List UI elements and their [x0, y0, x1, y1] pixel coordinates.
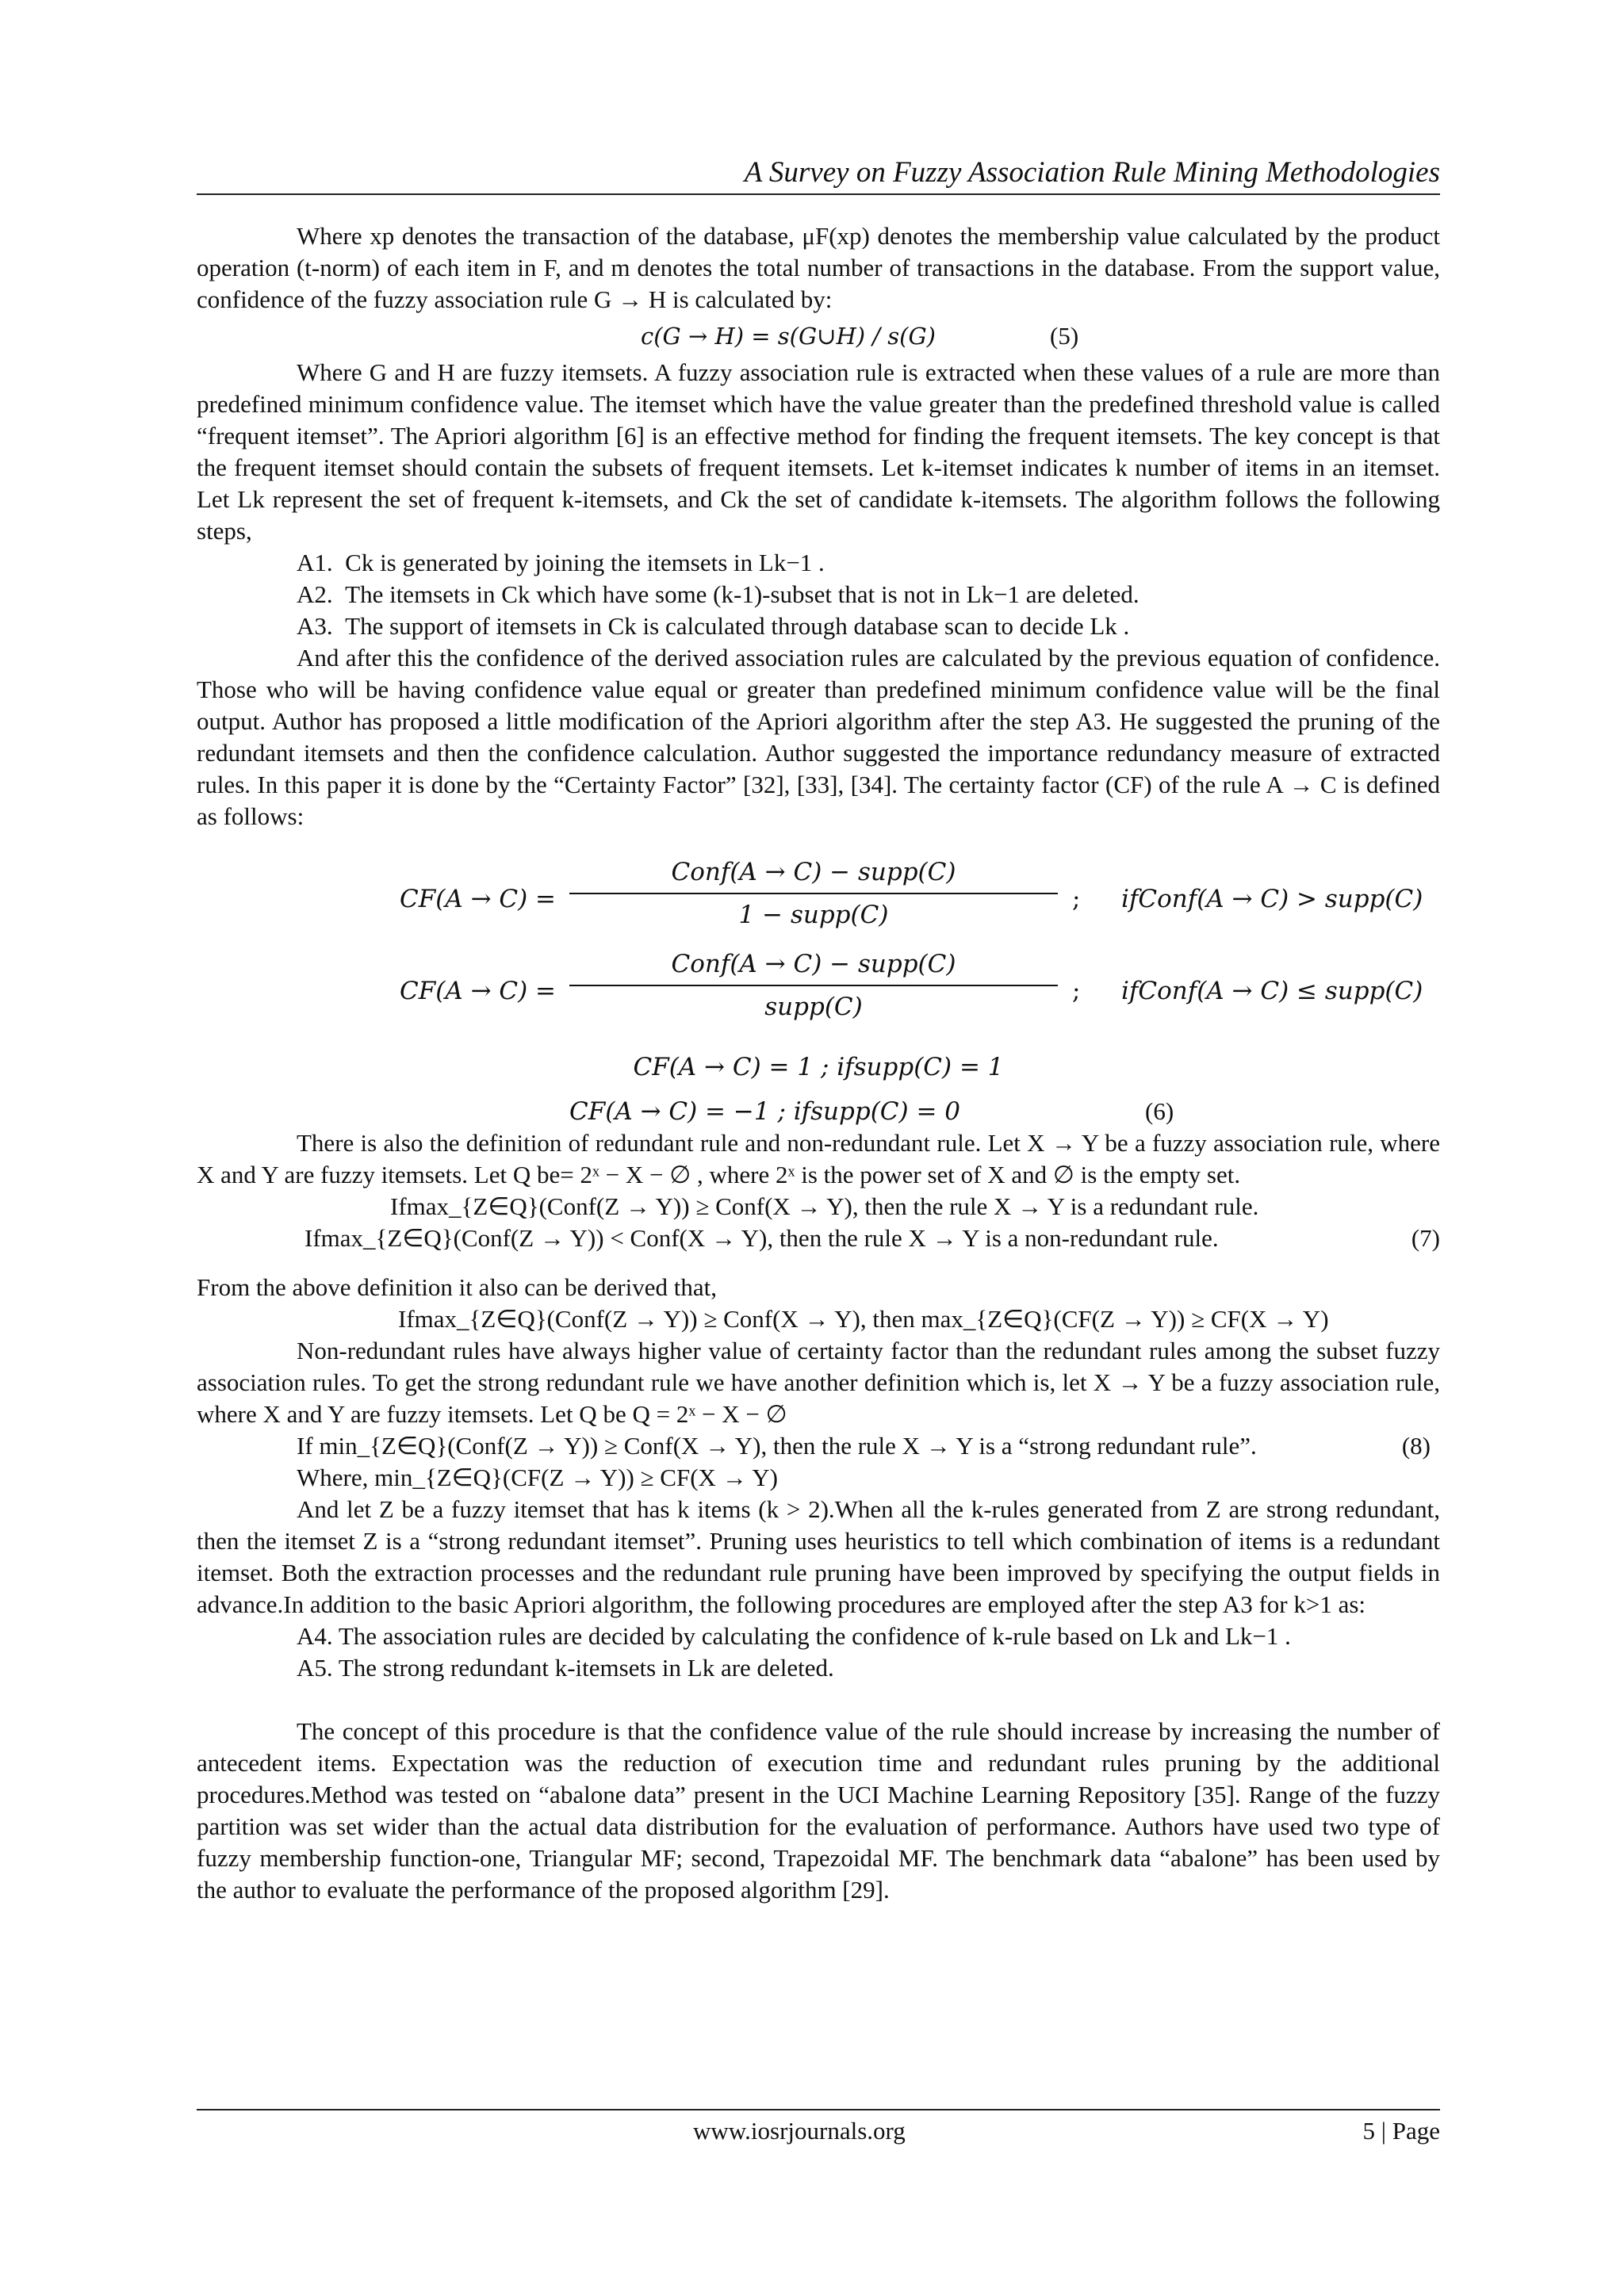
cf1-fraction: [569, 856, 1058, 931]
rule-non-redundant: Ifmax_{Z∈Q}(Conf(Z → Y)) < Conf(X → Y), then the rule X → Y is a non-redundant rule.: [304, 1224, 1219, 1252]
step-a2: [197, 579, 1440, 610]
step-a3-text: The support of itemsets in Ck is calculated through database scan to decide Lk .: [345, 612, 1130, 640]
cf-equation-2: [197, 948, 1440, 1029]
header-rule: [197, 193, 1440, 195]
cf-equation-1: [197, 856, 1440, 937]
eq5-formula: c(G → H) = s(G∪H) / s(G): [641, 323, 936, 350]
cf1-denominator: 1 − supp(C): [738, 901, 889, 929]
paragraph-2: Where G and H are fuzzy itemsets. A fuzzy association rule is extracted when these values of a rule are more than predefined minimum confidence value. The itemset which have the value greater than the predefined threshold value is called “frequent itemset”. The Apriori algorithm [6] is an effective method for finding the frequent itemsets. The key concept is that the frequent itemset should contain the subsets of frequent itemsets. Let k-itemset indicates k number of items in an itemset. Let Lk represent the set of frequent k-itemsets, and Ck the set of candidate k-itemsets. The algorithm follows the following steps,: [197, 358, 1440, 545]
step-a2-text: The itemsets in Ck which have some (k-1)-subset that is not in Lk−1 are deleted.: [345, 580, 1139, 608]
paragraph-6: Non-redundant rules have always higher value of certainty factor than the redundant rules among the subset fuzzy association rules. To get the strong redundant rule we have another definition which is, let X → Y be a fuzzy association rule, where X and Y are fuzzy itemsets. Let Q be Q = 2ˣ − X − ∅: [197, 1337, 1440, 1428]
step-a2-label: A2.: [297, 580, 333, 608]
paragraph-4: There is also the definition of redundant rule and non-redundant rule. Let X → Y be a fuzzy association rule, where X and Y are fuzzy itemsets. Let Q be= 2ˣ − X − ∅ , where 2ˣ is the power set of X and ∅ is the empty set.: [197, 1129, 1440, 1188]
body-text: [197, 220, 1440, 1906]
cf2-separator: ;: [1072, 977, 1081, 1005]
step-a1-label: A1.: [297, 549, 333, 576]
cf2-denominator: supp(C): [764, 993, 863, 1021]
step-a1-text: Ck is generated by joining the itemsets in Lk−1 .: [345, 549, 825, 576]
cf1-lhs: CF(A → C) =: [400, 885, 557, 913]
rule-redundant: Ifmax_{Z∈Q}(Conf(Z → Y)) ≥ Conf(X → Y), then the rule X → Y is a redundant rule.: [390, 1192, 1259, 1220]
eq8-tag: (8): [1401, 1432, 1431, 1460]
cf1-numerator: Conf(A → C) − supp(C): [569, 856, 1058, 894]
cf1-condition: ifConf(A → C) > supp(C): [1121, 885, 1423, 913]
cf2-numerator: Conf(A → C) − supp(C): [569, 948, 1058, 986]
rule-strong-cf: Where, min_{Z∈Q}(CF(Z → Y)) ≥ CF(X → Y): [297, 1464, 778, 1491]
cf2-condition: ifConf(A → C) ≤ supp(C): [1121, 977, 1423, 1005]
footer-website: www.iosrjournals.org: [693, 2117, 906, 2145]
step-a3-label: A3.: [297, 612, 333, 640]
equation-5: [197, 316, 1440, 357]
cf2-fraction: [569, 948, 1058, 1023]
page: [197, 0, 1440, 2296]
strong-redundant-cf: [197, 1462, 1440, 1494]
cf2-lhs: CF(A → C) =: [400, 977, 557, 1005]
eq7-tag: (7): [1411, 1224, 1440, 1252]
eq5-tag: (5): [1050, 322, 1079, 350]
rule-strong-redundant: If min_{Z∈Q}(Conf(Z → Y)) ≥ Conf(X → Y), then the rule X → Y is a “strong redundant rule”.: [297, 1432, 1257, 1460]
paragraph-7: And let Z be a fuzzy itemset that has k items (k > 2).When all the k-rules generated from Z are strong redundant, then the itemset Z is a “strong redundant itemset”. Pruning uses heuristics to tell which combination of items is a redundant itemset. Both the extraction processes and the redundant rule pruning have been improved by specifying the output fields in advance.In addition to the basic Apriori algorithm, the following procedures are employed after the step A3 for k>1 as:: [197, 1495, 1440, 1618]
redundant-rule-2: [197, 1223, 1440, 1254]
cf4-formula: CF(A → C) = −1 ; ifsupp(C) = 0: [569, 1097, 961, 1126]
cf-equation-3: CF(A → C) = 1 ; ifsupp(C) = 1: [633, 1053, 1004, 1081]
paragraph-1: Where xp denotes the transaction of the database, μF(xp) denotes the membership value calculated by the product operation (t-norm) of each item in F, and m denotes the total number of transactions in the database. From the support value, confidence of the fuzzy association rule G → H is calculated by:: [197, 222, 1440, 313]
eq6-tag: (6): [1145, 1097, 1174, 1125]
step-a3: [197, 610, 1440, 642]
strong-redundant-rule: [197, 1430, 1440, 1462]
rule-derived: Ifmax_{Z∈Q}(Conf(Z → Y)) ≥ Conf(X → Y), then max_{Z∈Q}(CF(Z → Y)) ≥ CF(X → Y): [398, 1305, 1329, 1333]
paragraph-3: And after this the confidence of the derived association rules are calculated by the previous equation of confidence. Those who will be having confidence value equal or greater than predefined minimum confidence value will be the final output. Author has proposed a little modification of the Apriori algorithm after the step A3. He suggested the pruning of the redundant itemsets and then the confidence calculation. Author suggested the importance redundancy measure of extracted rules. In this paper it is done by the “Certainty Factor” [32], [33], [34]. The certainty factor (CF) of the rule A → C is defined as follows:: [197, 644, 1440, 830]
redundant-rule-1: [197, 1191, 1440, 1223]
running-title: A Survey on Fuzzy Association Rule Mining Methodologies: [744, 156, 1440, 189]
footer-rule: [197, 2109, 1440, 2110]
paragraph-5: From the above definition it also can be derived that,: [197, 1273, 717, 1301]
step-a4: A4. The association rules are decided by calculating the confidence of k-rule based on Lk and Lk−1 .: [297, 1622, 1291, 1650]
paragraph-8: The concept of this procedure is that the confidence value of the rule should increase by increasing the number of antecedent items. Expectation was the reduction of execution time and redundant rules pruning by the additional procedures.Method was tested on “abalone data” present in the UCI Machine Learning Repository [35]. Range of the fuzzy partition was set wider than the actual data distribution for the evaluation of performance. Authors have used two type of fuzzy membership function-one, Triangular MF; second, Trapezoidal MF. The benchmark data “abalone” has been used by the author to evaluate the performance of the proposed algorithm [29].: [197, 1717, 1440, 1904]
cf1-separator: ;: [1072, 885, 1081, 913]
footer-page-number: 5 | Page: [1362, 2117, 1440, 2145]
step-a1: [197, 547, 1440, 579]
step-a5: A5. The strong redundant k-itemsets in Lk are deleted.: [297, 1654, 834, 1682]
cf-equation-4: [197, 1096, 1440, 1127]
derived-rule: [197, 1303, 1440, 1335]
